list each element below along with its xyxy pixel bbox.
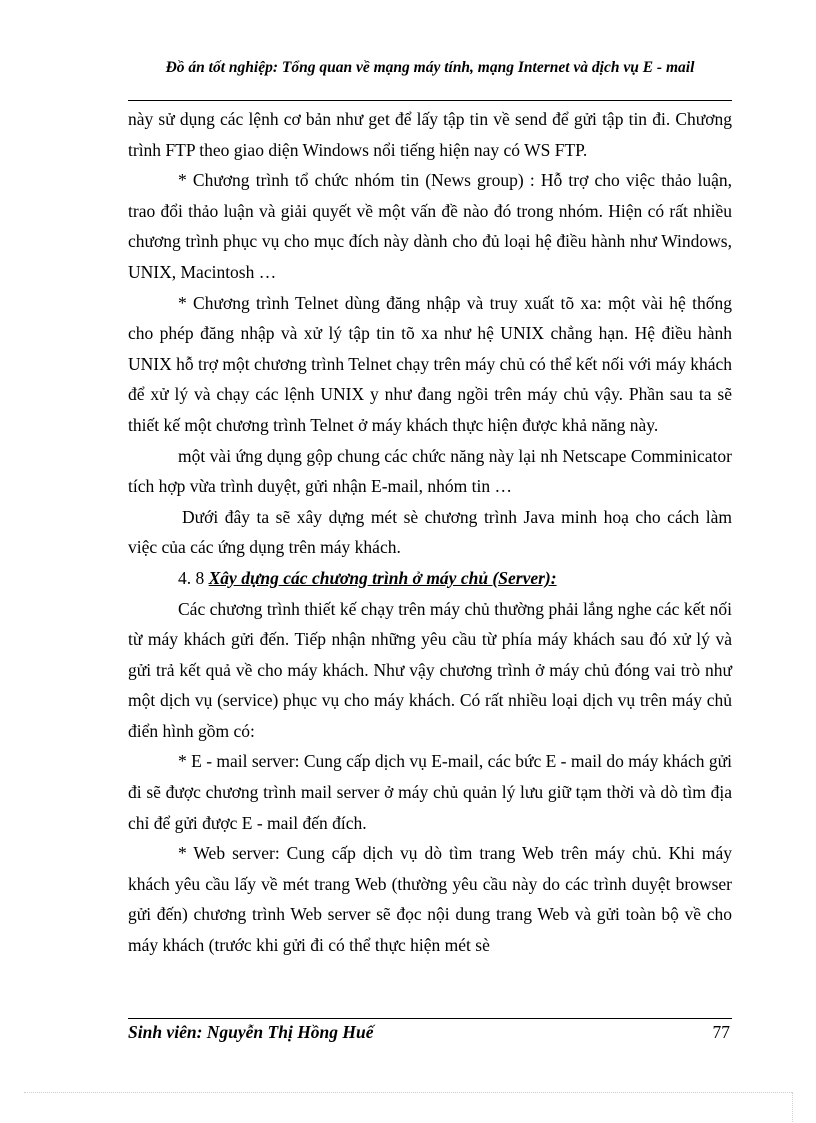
section-number: 4. 8: [178, 567, 205, 588]
paragraph-email-server: * E - mail server: Cung cấp dịch vụ E-mail, các bức E - mail do máy khách gửi đi sẽ được chương trình mail server ở máy chủ quản lý lưu giữ tạm thời và dò tìm địa chỉ để gửi được E - mail đến đích.: [128, 751, 733, 833]
document-body: [128, 104, 732, 961]
page-number: 77: [712, 1022, 730, 1042]
page-edge-dotted-corner: [792, 1092, 793, 1122]
paragraph-server-programs: Các chương trình thiết kế chạy trên máy chủ thường phải lắng nghe các kết nối từ máy khách gửi đến. Tiếp nhận những yêu cầu từ phía máy khách sau đó xử lý và gửi trả kết quả về cho máy khách. Như vậy chương trình ở máy chủ đóng vai trò như một dịch vụ (service) phục vụ cho máy khách. Có rất nhiều loại dịch vụ trên máy chủ điển hình gồm có:: [128, 598, 732, 741]
paragraph-java-client: Dưới đây ta sẽ xây dựng mét sè chương trình Java minh hoạ cho cách làm việc của các ứng dụng trên máy khách.: [128, 506, 732, 558]
paragraph-telnet: * Chương trình Telnet dùng đăng nhập và truy xuất tõ xa: một vài hệ thống cho phép đăng nhập và xử lý tập tin tõ xa như hệ UNIX chẳng hạn. Hệ điều hành UNIX hỗ trợ một chương trình Telnet chạy trên máy chủ có thể kết nối với máy khách để xử lý và chạy các lệnh UNIX y như đang ngồi trên máy chủ vậy. Phần sau ta sẽ thiết kế một chương trình Telnet ở máy khách thực hiện được khả năng này.: [128, 292, 732, 435]
footer-divider: [128, 1018, 732, 1019]
header-divider: [128, 100, 732, 101]
paragraph-ftp-continued: này sử dụng các lệnh cơ bản như get để lấy tập tin về send để gửi tập tin đi. Chương trình FTP theo giao diện Windows nổi tiếng hiện nay có WS FTP.: [128, 109, 732, 160]
section-title: Xây dựng các chương trình ở máy chủ (Server):: [208, 567, 557, 588]
page-header-title: Đồ án tốt nghiệp: Tổng quan về mạng máy tính, mạng Internet và dịch vụ E - mail: [165, 59, 695, 76]
footer-student-name: Sinh viên: Nguyễn Thị Hồng Huế: [128, 1022, 374, 1042]
paragraph-web-server: * Web server: Cung cấp dịch vụ dò tìm trang Web trên máy chủ. Khi máy khách yêu cầu lấy về mét trang Web (thường yêu cầu này do các trình duyệt browser gửi đến) chương trình Web server sẽ đọc nội dung trang Web và gửi toàn bộ về cho máy khách (trước khi gửi đi có thể thực hiện mét sè: [128, 843, 732, 956]
paragraph-news-group: * Chương trình tổ chức nhóm tin (News group) : Hỗ trợ cho việc thảo luận, trao đổi thảo luận và giải quyết về một vấn đề nào đó trong nhóm. Hiện có rất nhiều chương trình phục vụ cho mục đích này dành cho đủ loại hệ điều hành như Windows, UNIX, Macintosh …: [128, 170, 732, 282]
page-edge-dotted-line: [24, 1092, 792, 1093]
paragraph-combined-apps: một vài ứng dụng gộp chung các chức năng này lại nh Netscape Comminicator tích hợp vừa trình duyệt, gửi nhận E-mail, nhóm tin …: [128, 445, 732, 497]
section-heading: [128, 563, 732, 594]
